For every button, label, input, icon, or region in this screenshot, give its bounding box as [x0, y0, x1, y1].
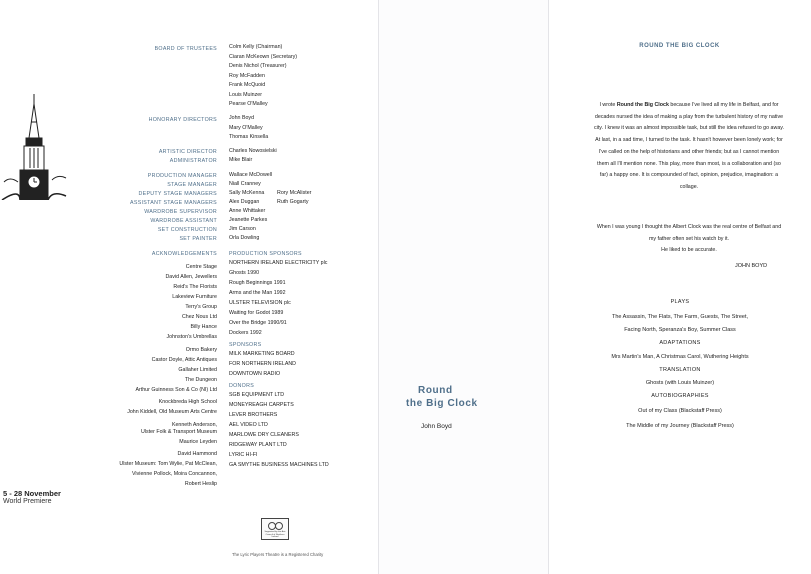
deputy-label: DEPUTY STAGE MANAGERS [138, 191, 217, 197]
set-painter-label: SET PAINTER [179, 236, 217, 242]
stage-manager-label: STAGE MANAGER [167, 182, 217, 188]
plays-list: Facing North, Speranza's Boy, Summer Class [624, 327, 736, 333]
donors-label: DONORS [229, 383, 255, 389]
board-member: Roy McFadden [229, 72, 265, 79]
production-sponsor: Dockers 1992 [229, 330, 262, 336]
production-sponsor: Waiting for Godot 1989 [229, 310, 284, 316]
acknowledgement: Lakeview Furniture [172, 294, 217, 300]
donor: GA SMYTHE BUSINESS MACHINES LTD [229, 462, 329, 468]
board-member: Colm Kelly (Chairman) [229, 44, 283, 50]
right-heading: ROUND THE BIG CLOCK [639, 43, 720, 49]
note-lead: I wrote [599, 102, 617, 108]
donor: LEVER BROTHERS [229, 412, 278, 418]
administrator: Mike Blair [229, 157, 253, 163]
donor: SGB EQUIPMENT LTD [229, 392, 285, 398]
assistant-stage-manager: Ruth Gogarty [277, 199, 309, 205]
acknowledgement: David Allen, Jewellers [165, 274, 217, 280]
sponsor: MILK MARKETING BOARD [229, 351, 295, 357]
adaptations-heading: ADAPTATIONS [659, 340, 701, 346]
acknowledgement: Castor Doyle, Attic Antiques [151, 357, 217, 363]
acknowledgement: Chez Nous Ltd [181, 314, 217, 320]
acknowledgement: Centre Stage [185, 264, 217, 270]
acknowledgement: Maurice Leyden [179, 439, 217, 445]
production-sponsor: NORTHERN IRELAND ELECTRICITY plc [229, 260, 328, 266]
acknowledgement: Reid's The Florists [173, 284, 217, 290]
middle-panel [378, 0, 548, 574]
adaptations-list: Mrs Martin's Man, A Christmas Carol, Wuthering Heights [611, 354, 749, 360]
wardrobe-supervisor-label: WARDROBE SUPERVISOR [144, 209, 217, 215]
wardrobe-supervisor: Anne Whittaker [229, 208, 266, 214]
acknowledgement: The Dungeon [184, 377, 217, 383]
autobiography-item: Out of my Class (Blackstaff Press) [638, 408, 722, 414]
plays-list: The Assassin, The Flats, The Farm, Guests, The Street, [611, 314, 749, 320]
sponsor: FOR NORTHERN IRELAND [229, 361, 297, 367]
production-sponsor: Rough Beginnings 1991 [229, 280, 286, 286]
acknowledgement: Ulster Folk & Transport Museum [141, 429, 217, 435]
plays-heading: PLAYS [670, 299, 690, 305]
set-construction-label: SET CONSTRUCTION [157, 227, 217, 233]
board-member: Pearse O'Malley [229, 101, 268, 107]
production-manager-label: PRODUCTION MANAGER [147, 173, 217, 179]
acknowledgement: Johnston's Umbrellas [166, 334, 217, 340]
fold-line [548, 0, 549, 574]
acknowledgement: Knockbreda High School [158, 399, 217, 405]
donor: MONEYREAGH CARPETS [229, 402, 294, 408]
assistant-label: ASSISTANT STAGE MANAGERS [130, 200, 217, 206]
acknowledgement: Terry's Group [185, 304, 217, 310]
honorary-director: Mary O'Malley [229, 124, 263, 131]
note-body: because I've lived all my life in Belfast, and for decades nursed the idea of making a play from the turbulent history of my native city. I knew it was an almost impossible task, but still the idea refused to go away. At last, in a sad time, I turned to the task. It hasn't however been lonely work; for I've called on the help of historians and other friends; but as I cannot mention them all I'll mention none. This play, more than most, is a collaboration and (so far) a happy one. It is compounded of fact, opinion, prejudice, imagination: a collage. [594, 102, 784, 190]
author-name: John Boyd [421, 423, 452, 430]
title-line-2: the Big Clock [406, 398, 478, 409]
donor: LYRIC HI-FI [229, 452, 258, 458]
acknowledgement: Ormo Bakery [185, 347, 217, 353]
production-manager: Wallace McDowell [229, 172, 273, 178]
author-memory: When I was young I thought the Albert Clock was the real centre of Belfast and my father often set his watch by it. [596, 224, 782, 242]
translation-heading: TRANSLATION [659, 367, 701, 373]
acknowledgement: Gallaher Limited [178, 367, 217, 373]
acknowledgement: Robert Heslip [184, 481, 217, 487]
production-sponsor: Ghosts 1990 [229, 270, 260, 276]
production-sponsor: Arms and the Man 1992 [229, 290, 286, 296]
author-note [594, 100, 784, 194]
acknowledgement: Arthur Guinness Son & Co (NI) Ltd [135, 387, 217, 393]
translation-item: Ghosts (with Louis Muinzer) [645, 380, 715, 386]
board-member: Louis Muinzer [229, 91, 262, 98]
honorary-label: HONORARY DIRECTORS [148, 117, 217, 123]
donor: RIDGEWAY PLANT LTD [229, 442, 287, 448]
autobiography-item: The Middle of my Journey (Blackstaff Press) [626, 423, 734, 429]
acknowledgement: Billy Hance [190, 324, 217, 330]
honorary-director: John Boyd [229, 115, 255, 121]
arts-council-logo [261, 518, 289, 540]
board-member: Denis Nichol (Treasurer) [229, 63, 287, 69]
donor: AEL VIDEO LTD [229, 422, 268, 428]
production-sponsor: Over the Bridge 1990/91 [229, 320, 287, 326]
honorary-director: Thomas Kinsella [229, 134, 269, 140]
title-line-1: Round [418, 385, 453, 396]
wardrobe-assistant-label: WARDROBE ASSISTANT [150, 218, 217, 224]
acknowledgements-label: ACKNOWLEDGEMENTS [151, 251, 217, 257]
set-construction: Jim Carson [229, 226, 256, 232]
acknowledgement: Ulster Museum: Tom Wylie, Pat McClean, [119, 461, 217, 467]
board-member: Frank McQuoid [229, 82, 266, 88]
logo-text: Supported by the Arts Council of Northern Ireland [264, 531, 286, 539]
note-title: Round the Big Clock [616, 102, 669, 108]
production-sponsor: ULSTER TELEVISION plc [229, 300, 291, 306]
deputy-stage-manager: Sally McKenna [229, 190, 265, 196]
donor: MARLOWE DRY CLEANERS [229, 432, 299, 438]
board-member: Ciaran McKeown (Secretary) [229, 53, 297, 60]
production-sponsors-label: PRODUCTION SPONSORS [229, 251, 302, 257]
signature: JOHN BOYD [735, 263, 768, 269]
author-closing: He liked to be accurate. [661, 247, 717, 253]
premiere-label: World Premiere [3, 498, 52, 505]
fold-line [378, 0, 379, 574]
board-label: BOARD OF TRUSTEES [154, 46, 217, 52]
artistic-director: Charles Nowosielski [229, 148, 277, 154]
charity-note: The Lyric Players Theatre is a Registered Charity [232, 552, 324, 557]
clock-tower-illustration [0, 92, 68, 200]
deputy-stage-manager: Rory McAlister [277, 190, 312, 196]
acknowledgement: John Kiddell, Old Museum Arts Centre [127, 409, 217, 415]
set-painter: Orla Dowling [229, 235, 260, 241]
right-panel [548, 0, 811, 574]
assistant-stage-manager: Alex Duggan [229, 199, 260, 205]
autobiographies-heading: AUTOBIOGRAPHIES [651, 393, 709, 399]
sponsors-label: SPONSORS [229, 342, 262, 348]
sponsor: DOWNTOWN RADIO [229, 371, 281, 377]
admin-label: ADMINISTRATOR [169, 158, 217, 164]
acknowledgement: Vivienne Pollock, Moira Concannon, [132, 471, 217, 477]
acknowledgement: David Hammond [177, 451, 217, 457]
performance-dates: 5 - 28 November [3, 489, 61, 498]
stage-manager: Niall Cranney [229, 181, 261, 187]
wardrobe-assistant: Jeanette Parkes [229, 217, 268, 223]
play-title [406, 384, 478, 410]
artistic-label: ARTISTIC DIRECTOR [158, 149, 217, 155]
acknowledgement: Kenneth Anderson, [171, 422, 217, 428]
